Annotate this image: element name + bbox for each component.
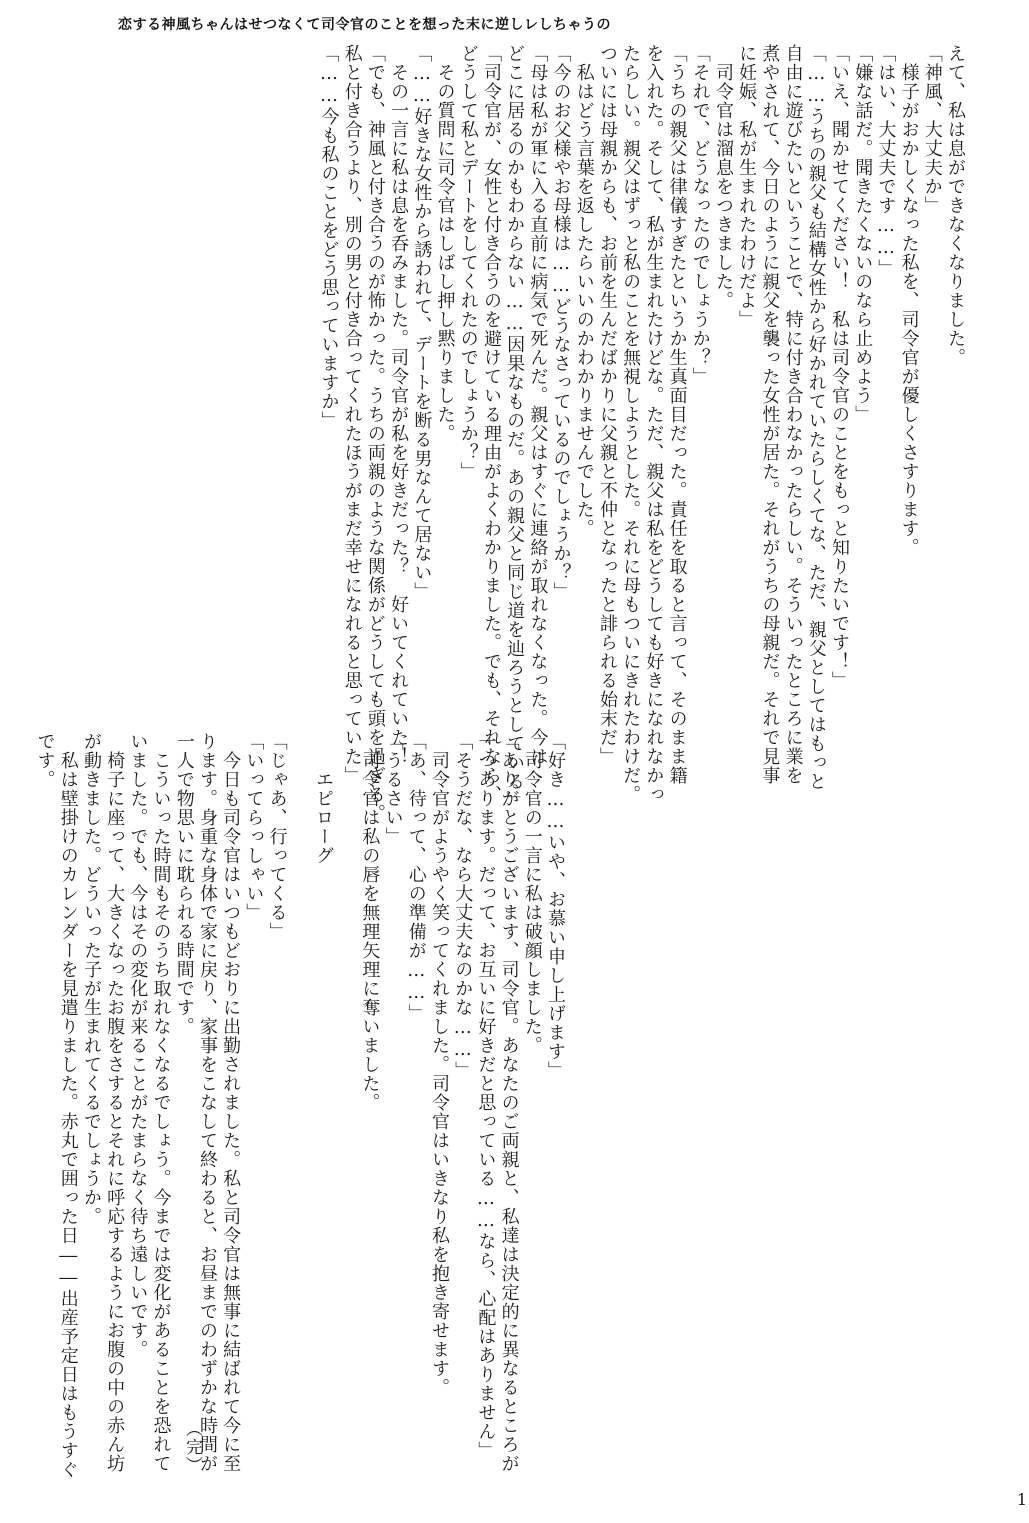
- text-line: です。: [34, 732, 56, 789]
- text-line: 「うるさい」: [382, 732, 404, 846]
- text-line: 「はい、大丈夫です……」: [875, 44, 897, 278]
- text-line: 私は壁掛けのカレンダーを見遣りました。赤丸で囲った日――出産予定日はもうすぐ: [57, 732, 79, 1479]
- text-line: 煮やされて、今日のように親父を襲った女性が居た。それがうちの母親だ。それで見事: [759, 44, 781, 785]
- epilogue-heading: エピローグ: [312, 732, 334, 865]
- text-line: 「嫌な話だ。聞きたくないのなら止めよう」: [852, 44, 874, 424]
- text-line: 自由に遊びたいということで、特に付き合わなかったらしい。そういったところに業を: [782, 44, 804, 785]
- text-line: 司令官は私の唇を無理矢理に奪いました。: [359, 732, 381, 1112]
- end-mark: （完）: [182, 1420, 202, 1474]
- text-line: 「好き……いや、お慕い申し上げます」: [545, 732, 566, 1080]
- text-line: 「いえ、聞かせてください！ 私は司令官のことをもっと知りたいです！」: [828, 44, 850, 690]
- text-line: こういった時間もそのうち取れなくなるでしょう。今までは変化があることを恐れて: [150, 732, 172, 1473]
- text-line: 私と付き合うより、別の男と付き合ってくれたほうがまだ幸せになれると思っていた」: [341, 44, 363, 785]
- text-line: その質問に司令官はしばし押し黙りました。: [434, 44, 456, 443]
- text-line: 「いってらっしゃい」: [243, 732, 265, 922]
- text-line: その一言に私は息を呑みました。司令官が私を好きだった？ 好いてくれていた！: [388, 44, 410, 766]
- text-line: 一つあります。だって、お互いに好きだと思っている……なら、心配はありません」: [475, 732, 497, 1460]
- page-number: 1: [1016, 1490, 1027, 1509]
- text-line: ついには母親からも、お前を生んだばかりに父親と不仲となったと誹られる始末だ」: [596, 44, 618, 766]
- text-line: どうして私とデートをしてくれたのでしょうか？」: [457, 44, 479, 481]
- text-line: いました。でも、今はその変化が来ることがたまらなく待ち遠しいです。: [127, 732, 149, 1359]
- text-line: たらしい。親父はずっと私のことを無視しようとした。それに母もついにきれたわけだ。: [620, 44, 642, 804]
- text-line: 様子がおかしくなった私を、司令官が優しくさすります。: [898, 44, 920, 557]
- text-line: を入れた。そして、私が生まれたけどな。ただ、親父は私をどうしても好きになれなかっ: [643, 44, 665, 804]
- text-line: えて、私は息ができなくなりました。: [945, 44, 966, 367]
- text-line: 「……うちの親父も結構女性から好かれていたらしくてな、ただ、親父としてはもっと: [805, 44, 827, 791]
- text-line: 一人で物思いに耽られる時間です。: [173, 732, 195, 1036]
- blank-line: [289, 732, 312, 1452]
- text-line: 「でも、神風と付き合うのが怖かった。うちの両親のような関係がどうしても頭を過ぎる。: [364, 44, 386, 823]
- running-title: 恋する神風ちゃんはせつなくて司令官のことを想った末に逆しレしちゃうの: [118, 17, 611, 33]
- text-line: 「……好きな女性から誘われて、デートを断る男なんて居ない」: [411, 44, 433, 601]
- text-line: 私はどう言葉を返したらいいのかわかりませんでした。: [573, 44, 595, 538]
- body-text-bottom: [34, 732, 567, 1479]
- text-line: 司令官の一言に私は破顔しました。: [521, 732, 543, 1055]
- text-line: 「今のお父様やお母様は……どうなさっているのでしょうか？」: [550, 44, 572, 601]
- text-line: 「司令官が、女性と付き合うのを避けている理由がよくわかりました。でも、それなら、: [480, 44, 502, 804]
- text-line: どこに居るのかもわからない……因果なものだ。あの親父と同じ道を辿ろうとしている」: [504, 44, 526, 810]
- text-line: 「じゃあ、行ってくる」: [266, 732, 288, 941]
- text-line: 「ありがとうございます、司令官。あなたのご両親と、私達は決定的に異なるところが: [498, 732, 520, 1473]
- text-line: 「うちの親父は律儀すぎたというか生真面目だった。責任を取ると言って、そのまま籍: [666, 44, 688, 785]
- text-line: 「神風、大丈夫か」: [921, 44, 943, 215]
- text-line: 司令官がようやく笑ってくれました。司令官はいきなり私を抱き寄せます。: [428, 732, 450, 1397]
- text-line: ります。身重な身体で家に戻り、家事をこなして終わると、お昼までのわずかな時間が: [196, 732, 218, 1473]
- blank-line: [335, 732, 358, 1452]
- text-line: 今日も司令官はいつもどおりに出勤されました。私と司令官は無事に結ばれて今に至: [220, 732, 242, 1473]
- text-line: 「それで、どうなったのでしょうか？」: [689, 44, 711, 386]
- text-line: 「……今も私のことをどう思っていますか」: [318, 44, 340, 430]
- text-line: に妊娠、私が生まれたわけだよ」: [736, 44, 758, 329]
- text-line: 「あ、待って、心の準備が……」: [405, 732, 427, 1023]
- text-line: 椅子に座って、大きくなったお腹をさするとそれに呼応するようにお腹の中の赤ん坊: [104, 732, 126, 1473]
- text-line: 「そうだな、なら大丈夫なのかな……」: [452, 732, 474, 1080]
- text-line: 「母は私が軍に入る直前に病気で死んだ。親父はすぐに連絡が取れなくなった。今は: [527, 44, 549, 766]
- text-line: 司令官は溜息をつきました。: [712, 44, 734, 310]
- text-line: が動きました。どういった子が生まれてくるでしょうか。: [80, 732, 102, 1226]
